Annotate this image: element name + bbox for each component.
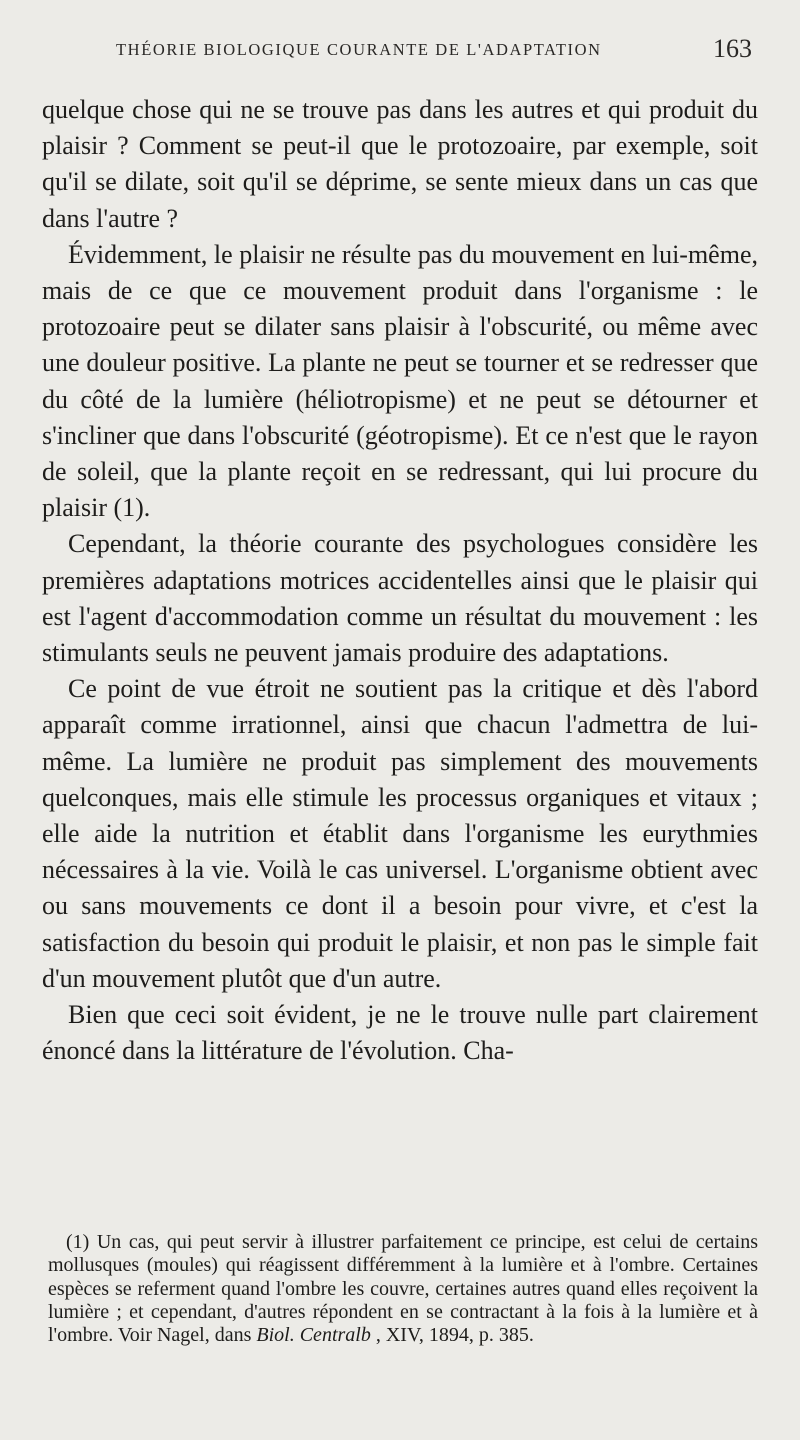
page-number: 163 [713,34,752,63]
running-head [40,34,756,70]
footnote-citation-rest: , XIV, 1894, p. 385. [370,1324,534,1347]
body-text [42,92,758,1069]
paragraph-continued: quelque chose qui ne se trouve pas dans les autres et qui produit du plaisir ? Comment se peut-il que le protozoaire, par exemple, soit qu'il se dilate, soit qu'il se déprime, se sente mieux dans un cas que dans l'autre ? [42,95,758,233]
paragraph: Cependant, la théorie courante des psychologues considère les premières adaptations motrices accidentelles ainsi que le plaisir qui est l'agent d'accommodation comme un résultat du mouvement : les stimulants seuls ne peuvent jamais produire des adaptations. [42,529,758,668]
footnote [48,1231,758,1347]
paragraph: Ce point de vue étroit ne soutient pas la critique et dès l'abord apparaît comme irrationnel, ainsi que chacun l'admettra de lui-même. La lumière ne produit pas simplement des mouvements quelconques, mais elle stimule les processus organiques et vitaux ; elle aide la nutrition et établit dans l'organisme les eurythmies nécessaires à la vie. Voilà le cas universel. L'organisme obtient avec ou sans mouvements ce dont il a besoin pour vivre, et c'est la satisfaction du besoin qui produit le plaisir, et non pas le simple fait d'un mouvement plutôt que d'un autre. [42,674,758,993]
footnote-citation-title: Biol. Centralb [256,1324,371,1347]
paragraph: Évidemment, le plaisir ne résulte pas du mouvement en lui-même, mais de ce que ce mouvement produit dans l'organisme : le protozoaire peut se dilater sans plaisir à l'obscurité, ou même avec une douleur positive. La plante ne peut se tourner et se redresser que du côté de la lumière (héliotropisme) et ne peut se détourner et s'incliner que dans l'obscurité (géotropisme). Et ce n'est que le rayon de soleil, que la plante reçoit en se redressant, qui lui procure du plaisir (1). [42,239,758,523]
footnotes [48,1231,758,1347]
paragraph: Bien que ceci soit évident, je ne le trouve nulle part clairement énoncé dans la littérature de l'évolution. Cha- [42,1000,758,1066]
footnote-text: (1) Un cas, qui peut servir à illustrer parfaitement ce principe, est celui de certains mollusques (moules) qui réagissent différemment à la lumière et à l'ombre. Certaines espèces se referment quand l'ombre les couvre, certaines autres quand elles reçoivent la lumière ; et cependant, d'autres répondent en se contractant à la fois à la lumière et à l'ombre. Voir Nagel, dans [48,1231,758,1347]
running-title: THÉORIE BIOLOGIQUE COURANTE DE L'ADAPTATION [116,40,602,59]
